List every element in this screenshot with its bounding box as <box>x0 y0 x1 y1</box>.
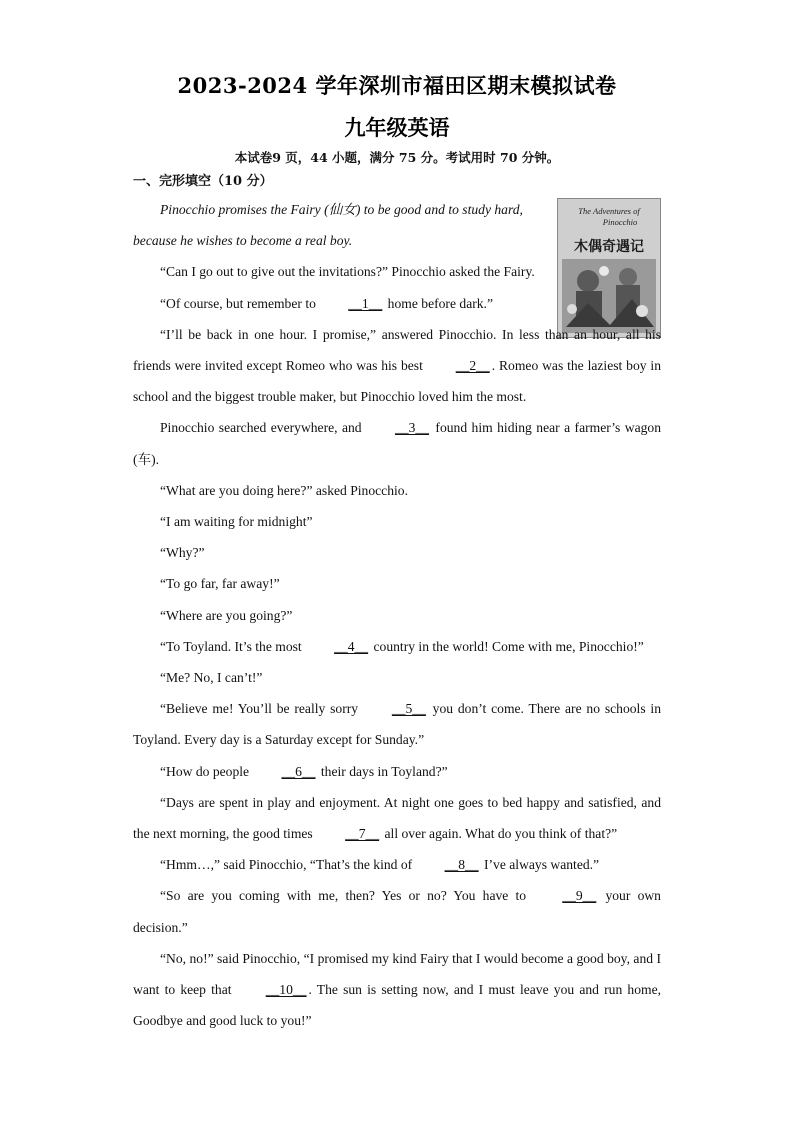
text: Pinocchio searched everywhere, and <box>160 420 367 436</box>
paragraph-4 <box>133 412 661 474</box>
text: their days in Toyland?” <box>317 763 448 779</box>
passage-intro <box>133 194 545 225</box>
text: country in the world! Come with me, Pinocchio!” <box>370 638 644 654</box>
paragraph-9: “Where are you going?” <box>160 607 293 623</box>
text: “Days are spent in play and enjoyment. At night one goes to bed happy and satisfied, and the next morning, the good times <box>133 794 661 842</box>
text: . Romeo was the laziest boy in school and the biggest trouble maker, but Pinocchio loved him the most. <box>133 358 661 405</box>
text: I’ve always wanted.” <box>480 857 600 873</box>
blank-9: __9__ <box>562 888 597 904</box>
paragraph-14 <box>133 787 661 849</box>
text: “How do people <box>160 763 253 779</box>
intro-line-2: because he wishes to become a real boy. <box>133 233 353 249</box>
blank-4: __4__ <box>334 638 369 654</box>
text: all over again. What do you think of that?” <box>381 826 618 842</box>
paragraph-16 <box>133 880 661 942</box>
paragraph-1: “Can I go out to give out the invitations?” Pinocchio asked the Fairy. <box>160 264 535 280</box>
paragraph-13 <box>133 756 661 787</box>
blank-2: __2__ <box>455 358 490 374</box>
paragraph-3 <box>133 319 661 413</box>
paragraph-5: “What are you doing here?” asked Pinocchio. <box>160 482 408 498</box>
blank-7: __7__ <box>345 826 380 842</box>
paragraph-8: “To go far, far away!” <box>160 576 280 592</box>
blank-1: __1__ <box>348 295 383 311</box>
paragraph-11: “Me? No, I can’t!” <box>160 670 263 686</box>
exam-title: 2023-2024 学年深圳市福田区期末模拟试卷 <box>177 73 617 98</box>
passage <box>133 194 661 1036</box>
text: “Believe me! You’ll be really sorry <box>160 701 363 717</box>
text: . The sun is setting now, and I must leave you and run home, Goodbye and good luck to you!” <box>133 982 661 1029</box>
text: “To Toyland. It’s the most <box>160 638 306 654</box>
exam-info: 本试卷9 页，44 小题，满分 75 分。考试用时 70 分钟。 <box>234 150 560 165</box>
text: “Of course, but remember to <box>160 295 320 311</box>
text: you don’t come. There are no schools in Toyland. Every day is a Saturday except for Sunday.” <box>133 701 661 748</box>
blank-8: __8__ <box>444 857 479 873</box>
blank-6: __6__ <box>281 763 316 779</box>
text: “So are you coming with me, then? Yes or no? You have to <box>160 888 534 904</box>
blank-10: __10__ <box>265 982 307 998</box>
cover-title-line1: The Adventures of <box>578 206 640 216</box>
exam-subtitle: 九年级英语 <box>344 115 450 140</box>
text: home before dark.” <box>384 295 493 311</box>
paragraph-2 <box>133 288 661 319</box>
paragraph-6: “I am waiting for midnight” <box>160 514 313 530</box>
paragraph-7: “Why?” <box>160 545 205 561</box>
text: “No, no!” said Pinocchio, “I promised my kind Fairy that I would become a good boy, and I want to keep that <box>133 950 661 998</box>
paragraph-17 <box>133 943 661 1037</box>
paragraph-12 <box>133 693 661 755</box>
section-heading: 一、完形填空（10 分） <box>133 174 273 189</box>
passage-intro-continued <box>133 225 545 256</box>
blank-3: __3__ <box>395 420 429 436</box>
cover-title-line2: Pinocchio <box>602 217 638 227</box>
text: “I’ll be back in one hour. I promise,” answered Pinocchio. In less than an hour, all his friends were invited except Romeo who was his best <box>133 326 661 374</box>
intro-line-1: Pinocchio promises the Fairy (仙女) to be good and to study hard, <box>160 202 523 217</box>
text: your own decision.” <box>133 888 661 935</box>
paragraph-10 <box>133 631 661 662</box>
blank-5: __5__ <box>391 701 426 717</box>
paragraph-15 <box>133 849 661 880</box>
text: found him hiding near a farmer’s wagon (车). <box>133 420 661 467</box>
cover-chinese-title: 木偶奇遇记 <box>574 239 644 255</box>
text: “Hmm…,” said Pinocchio, “That’s the kind of <box>160 857 416 873</box>
